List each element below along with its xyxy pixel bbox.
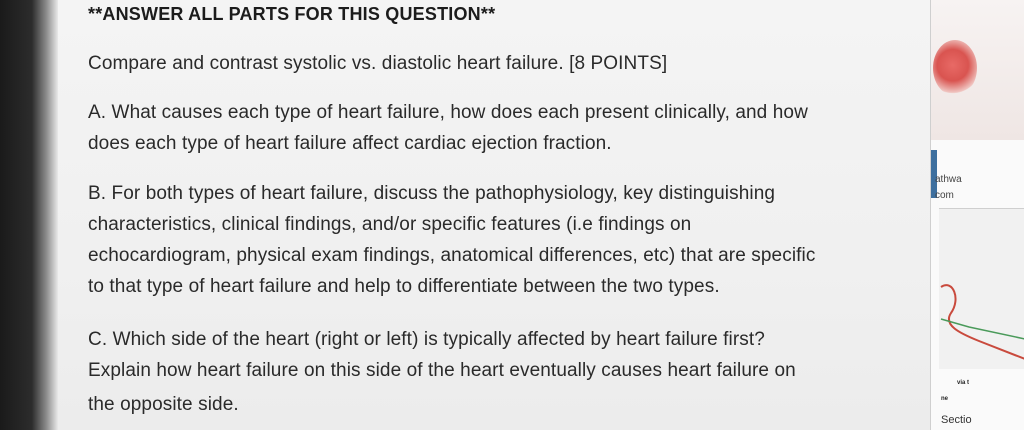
diagram-lines-icon xyxy=(939,209,1024,369)
part-a-line-2: does each type of heart failure affect cardiac ejection fraction. xyxy=(88,133,612,154)
screen-bezel xyxy=(0,0,58,430)
part-b-line-3: echocardiogram, physical exam findings, anatomical differences, etc) that are specific xyxy=(88,245,816,266)
question-prompt: Compare and contrast systolic vs. diastolic heart failure. [8 POINTS] xyxy=(88,53,668,74)
part-b-line-1: B. For both types of heart failure, discuss the pathophysiology, key distinguishing xyxy=(88,183,776,204)
side-tiny-1: via t xyxy=(957,380,970,386)
heart-image xyxy=(933,40,977,96)
part-c-line-2: Explain how heart failure on this side of the heart eventually causes heart failure on xyxy=(88,360,796,381)
section-label[interactable]: Sectio xyxy=(941,414,972,426)
question-document xyxy=(58,0,930,430)
part-b-line-4: to that type of heart failure and help to differentiate between the two types. xyxy=(88,276,720,297)
question-title: **ANSWER ALL PARTS FOR THIS QUESTION** xyxy=(88,4,496,24)
side-tiny-2: ne xyxy=(941,396,949,402)
diagram-area xyxy=(939,208,1024,369)
part-c-line-1: C. Which side of the heart (right or left) is typically affected by heart failure first? xyxy=(88,329,765,350)
part-a-line-1: A. What causes each type of heart failure, how does each present clinically, and how xyxy=(88,102,808,123)
part-c-line-3: the opposite side. xyxy=(88,394,239,415)
part-b-line-2: characteristics, clinical findings, and/or specific features (i.e findings on xyxy=(88,214,692,235)
heart-illustration xyxy=(931,0,1024,140)
side-panel[interactable] xyxy=(930,0,1024,430)
side-text-1: athwa xyxy=(935,174,962,185)
side-text-2: com xyxy=(935,190,954,201)
